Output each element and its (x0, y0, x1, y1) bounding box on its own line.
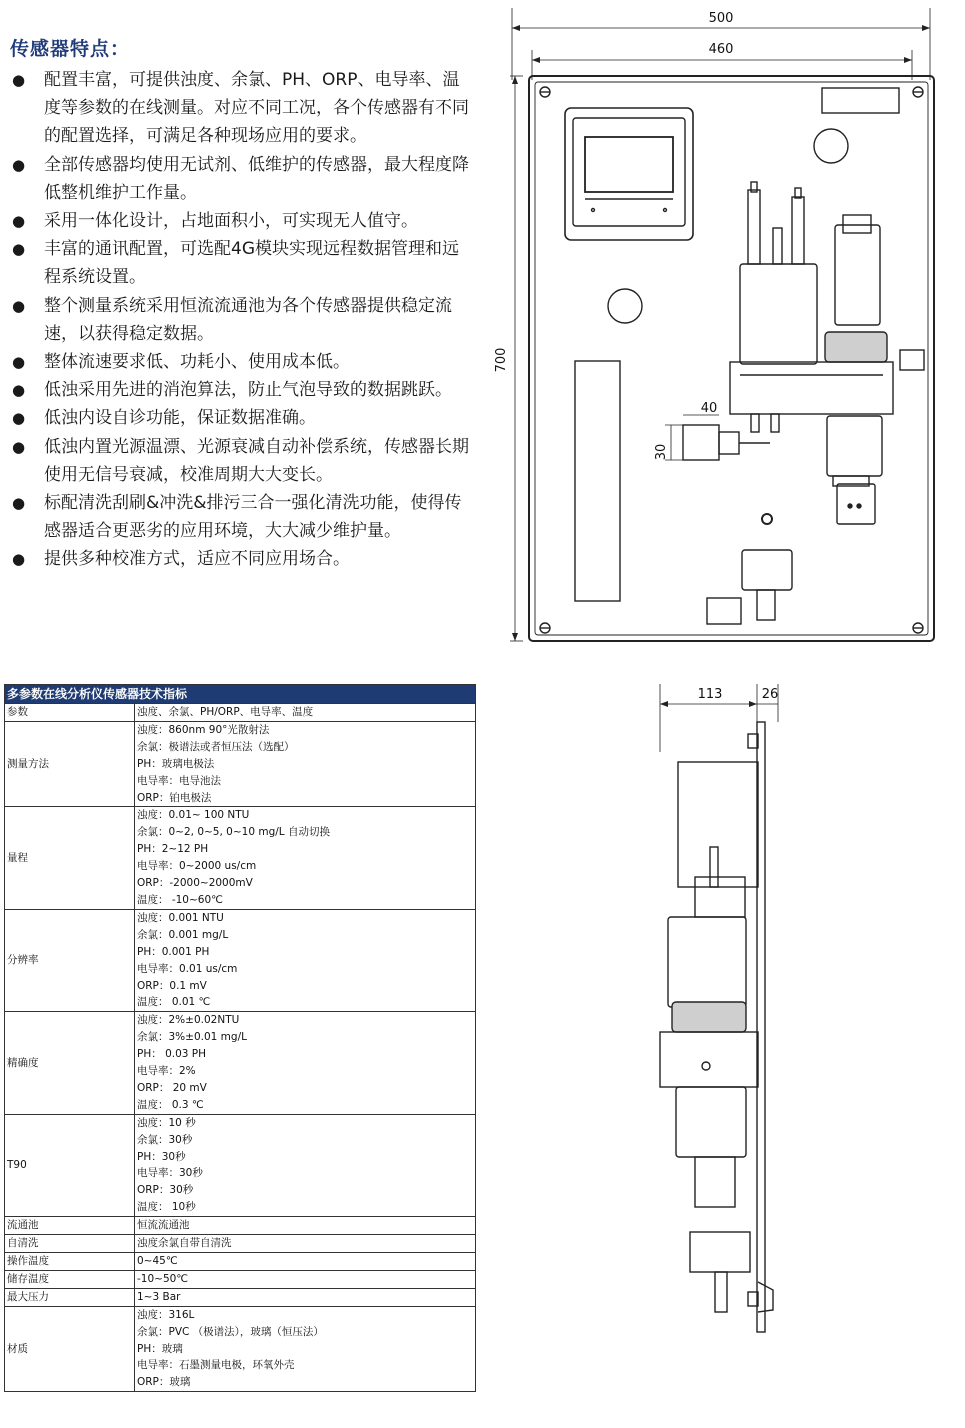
feature-item (10, 433, 474, 489)
feature-item (10, 207, 474, 235)
row-value-line: 浊度：860nm 90°光散射法 (137, 723, 270, 736)
row-value-line: 电导率：电导池法 (137, 774, 221, 787)
table-row (5, 1114, 476, 1216)
row-value-line: ORP：玻璃 (137, 1376, 191, 1389)
row-label: 最大压力 (5, 1288, 135, 1306)
row-values (135, 1012, 476, 1114)
row-values (135, 1217, 476, 1235)
feature-text: 采用一体化设计，占地面积小，可实现无人值守。 (44, 211, 418, 232)
row-value-line: 温度： 0.01 ℃ (137, 996, 211, 1009)
table-row (5, 1012, 476, 1114)
bullet-icon: ● (12, 155, 26, 174)
table-row (5, 1270, 476, 1288)
features-title: 传感器特点： (10, 38, 131, 60)
row-values (135, 1235, 476, 1253)
row-values (135, 1253, 476, 1271)
row-value-line: 电导率：0.01 us/cm (137, 962, 238, 975)
row-value-line: 浊度：0.01~ 100 NTU (137, 809, 250, 822)
feature-text: 整个测量系统采用恒流流通池为各个传感器提供稳定流速，以获得稳定数据。 (44, 295, 452, 344)
row-label: 操作温度 (5, 1253, 135, 1271)
table-row (5, 1306, 476, 1392)
row-value-line: 余氯：PVC （极谱法），玻璃（恒压法） (137, 1325, 324, 1338)
row-label: 分辨率 (5, 909, 135, 1011)
row-value-line: PH：0.001 PH (137, 945, 210, 958)
table-row (5, 1235, 476, 1253)
sensor-assembly-icon (730, 182, 924, 524)
row-label: 材质 (5, 1306, 135, 1392)
row-label: 参数 (5, 704, 135, 722)
row-label: 储存温度 (5, 1270, 135, 1288)
spec-table (4, 684, 476, 1392)
feature-item (10, 235, 474, 291)
feature-text: 整体流速要求低、功耗小、使用成本低。 (44, 352, 350, 373)
table-row (5, 704, 476, 722)
row-value-line: PH：玻璃电极法 (137, 757, 215, 770)
feature-text: 低浊采用先进的消泡算法，防止气泡导致的数据跳跃。 (44, 380, 452, 401)
feature-text: 配置丰富，可提供浊度、余氯、PH、ORP、电导率、温度等参数的在线测量。对应不同工况，各个传感器有不同的配置选择，可满足各种现场应用的要求。 (44, 70, 469, 147)
row-label: 测量方法 (5, 721, 135, 807)
feature-list (10, 66, 474, 574)
feature-item (10, 66, 474, 151)
row-values (135, 1114, 476, 1216)
feature-text: 丰富的通讯配置，可选配4G模块实现远程数据管理和远程系统设置。 (44, 239, 459, 288)
dim-inner-width: 460 (708, 42, 734, 57)
row-value-line: PH： 0.03 PH (137, 1048, 207, 1061)
row-values (135, 807, 476, 909)
row-value-line: 电导率：石墨测量电极，环氧外壳 (137, 1359, 295, 1372)
row-label: 精确度 (5, 1012, 135, 1114)
row-label: 流通池 (5, 1217, 135, 1235)
feature-item (10, 376, 474, 404)
feature-item (10, 545, 474, 573)
row-label: 量程 (5, 807, 135, 909)
bullet-icon: ● (12, 409, 26, 428)
row-value-line: ORP： 20 mV (137, 1081, 207, 1094)
valve-icon (665, 415, 770, 460)
row-value-line: 余氯：3%±0.01 mg/L (137, 1031, 247, 1044)
row-values (135, 721, 476, 807)
front-view-drawing (485, 0, 955, 660)
dim-valve-height: 30 (654, 443, 669, 461)
dim-valve-width: 40 (700, 401, 718, 416)
row-value-line: 温度： -10~60℃ (137, 893, 223, 906)
bullet-icon: ● (12, 550, 26, 569)
table-row (5, 1217, 476, 1235)
bullet-icon: ● (12, 437, 26, 456)
bullet-icon: ● (12, 296, 26, 315)
table-row (5, 909, 476, 1011)
bullet-icon: ● (12, 494, 26, 513)
row-value-line: PH：30秒 (137, 1150, 186, 1163)
feature-text: 标配清洗刮刷&冲洗&排污三合一强化清洗功能，使得传感器适合更恶劣的应用环境，大大减少维护量。 (44, 493, 462, 542)
bullet-icon: ● (12, 71, 26, 89)
row-value-line: 浊度：316L (137, 1308, 195, 1321)
feature-text: 低浊内置光源温漂、光源衰减自动补偿系统，传感器长期使用无信号衰减，校准周期大大变长。 (44, 436, 469, 485)
row-value-line: 浊度、余氯、PH/ORP、电导率、温度 (137, 706, 314, 718)
row-value-line: 恒流流通池 (137, 1219, 190, 1232)
row-value-line: 余氯：30秒 (137, 1133, 193, 1146)
row-value-line: 余氯：极谱法或者恒压法（选配） (137, 740, 295, 753)
feature-item (10, 489, 474, 545)
dim-height: 700 (494, 347, 509, 373)
row-value-line: 浊度：2%±0.02NTU (137, 1014, 240, 1027)
sensor-side-icon (660, 847, 773, 1312)
row-values (135, 704, 476, 722)
bullet-icon: ● (12, 353, 26, 372)
controller-display-icon (565, 108, 693, 240)
table-row (5, 807, 476, 909)
row-value-line: ORP：30秒 (137, 1184, 194, 1197)
row-values (135, 1270, 476, 1288)
dim-total-width: 500 (708, 11, 734, 26)
row-value-line: 0~45℃ (137, 1255, 178, 1267)
row-value-line: 电导率：0~2000 us/cm (137, 860, 257, 873)
dim-panel: 26 (761, 687, 779, 702)
row-value-line: 浊度：10 秒 (137, 1116, 196, 1129)
row-value-line: 余氯：0.001 mg/L (137, 928, 229, 941)
row-value-line: 余氯：0~2, 0~5, 0~10 mg/L 自动切换 (137, 826, 330, 839)
row-value-line: PH：2~12 PH (137, 843, 209, 856)
row-value-line: ORP：-2000~2000mV (137, 877, 253, 890)
feature-item (10, 348, 474, 376)
row-values (135, 1306, 476, 1392)
table-row (5, 1288, 476, 1306)
feature-text: 低浊内设自诊功能，保证数据准确。 (44, 408, 316, 429)
row-value-line: 1~3 Bar (137, 1290, 181, 1303)
table-row (5, 721, 476, 807)
row-value-line: 电导率：2% (137, 1065, 196, 1078)
side-view-drawing (640, 672, 810, 1342)
row-value-line: PH：玻璃 (137, 1342, 183, 1355)
feature-text: 全部传感器均使用无试剂、低维护的传感器，最大程度降低整机维护工作量。 (44, 154, 469, 203)
feature-item (10, 151, 474, 207)
table-row (5, 1253, 476, 1271)
row-value-line: -10~50℃ (137, 1272, 189, 1285)
row-value-line: 浊度：0.001 NTU (137, 911, 224, 924)
bullet-icon: ● (12, 240, 26, 259)
feature-item (10, 292, 474, 348)
row-value-line: ORP：铂电极法 (137, 791, 212, 804)
feature-text: 提供多种校准方式，适应不同应用场合。 (44, 549, 350, 570)
spec-table-title: 多参数在线分析仪传感器技术指标 (5, 685, 476, 704)
row-value-line: 浊度余氯自带自清洗 (137, 1237, 232, 1250)
bullet-icon: ● (12, 212, 26, 231)
spec-table-body (5, 704, 476, 1392)
row-values (135, 1288, 476, 1306)
row-label: 自清洗 (5, 1235, 135, 1253)
row-value-line: 温度： 10秒 (137, 1201, 196, 1214)
row-label: T90 (5, 1114, 135, 1216)
row-value-line: 电导率：30秒 (137, 1167, 203, 1180)
row-values (135, 909, 476, 1011)
feature-item (10, 404, 474, 432)
row-value-line: ORP：0.1 mV (137, 979, 207, 992)
dim-depth: 113 (697, 687, 723, 702)
row-value-line: 温度： 0.3 ℃ (137, 1098, 204, 1111)
bullet-icon: ● (12, 381, 26, 400)
